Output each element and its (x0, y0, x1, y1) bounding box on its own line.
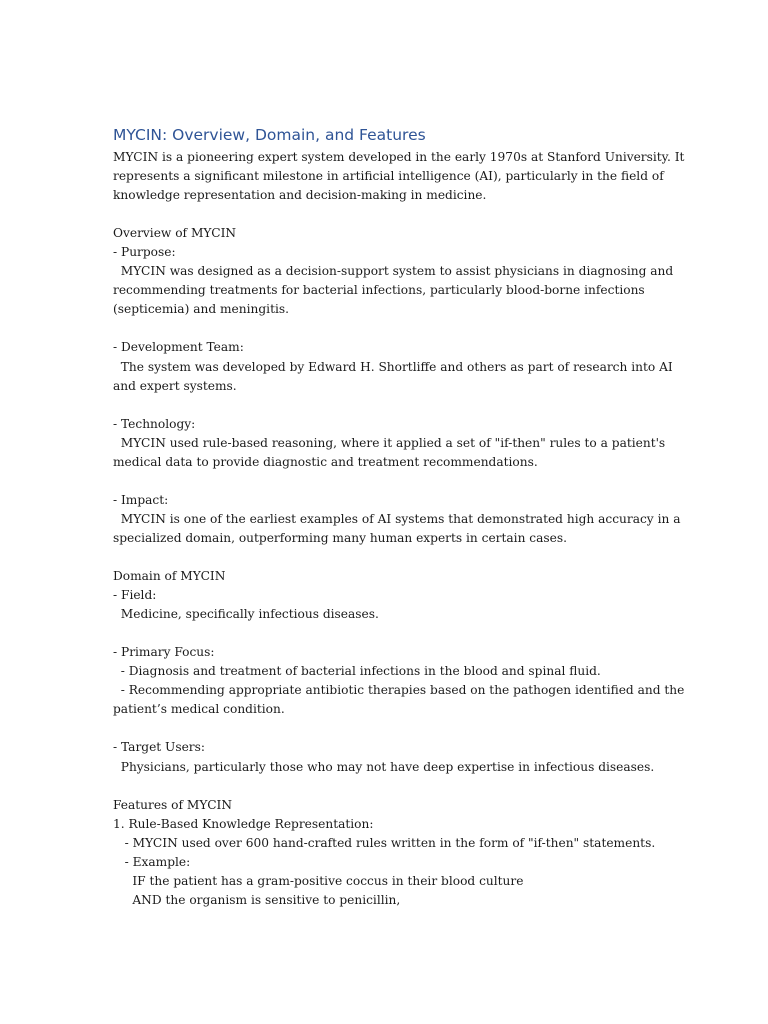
text-line: (septicemia) and meningitis. (113, 302, 289, 317)
text-line: patient’s medical condition. (113, 702, 285, 717)
blank-line (113, 777, 673, 796)
text-line: MYCIN was designed as a decision-support system to assist physicians in diagnosing and (113, 264, 674, 279)
document-body (113, 148, 685, 910)
text-line: Features of MYCIN (113, 797, 233, 812)
text-line: specialized domain, outperforming many human experts in certain cases. (113, 530, 567, 545)
blank-line (113, 396, 673, 415)
text-line: 1. Rule-Based Knowledge Representation: (113, 816, 374, 831)
text-line: - Technology: (113, 416, 196, 431)
blank-line (113, 319, 673, 338)
blank-line (113, 548, 673, 567)
text-line: - Target Users: (113, 740, 205, 755)
text-line: - Purpose: (113, 245, 176, 260)
text-line: represents a significant milestone in artificial intelligence (AI), particularly in the field of (113, 169, 664, 184)
text-line: MYCIN is a pioneering expert system developed in the early 1970s at Stanford University. It (113, 150, 685, 164)
text-line: Physicians, particularly those who may not have deep expertise in infectious diseases. (113, 759, 655, 774)
text-line: - MYCIN used over 600 hand-crafted rules written in the form of "if-then" statements. (113, 835, 656, 850)
text-line: - Diagnosis and treatment of bacterial infections in the blood and spinal fluid. (113, 664, 601, 679)
text-line: knowledge representation and decision-making in medicine. (113, 188, 487, 203)
text-line: AND the organism is sensitive to penicillin, (113, 892, 401, 907)
text-line: recommending treatments for bacterial infections, particularly blood-borne infections (113, 283, 645, 298)
text-line: - Primary Focus: (113, 645, 215, 660)
text-line: - Field: (113, 588, 157, 603)
text-line: MYCIN used rule-based reasoning, where it applied a set of "if-then" rules to a patient's (113, 435, 666, 450)
text-line: - Example: (113, 854, 191, 869)
blank-line (113, 472, 673, 491)
text-line: and expert systems. (113, 378, 237, 393)
text-line: Overview of MYCIN (113, 226, 237, 241)
blank-line (113, 205, 673, 224)
text-line: MYCIN is one of the earliest examples of AI systems that demonstrated high accuracy in a (113, 511, 681, 526)
text-line: medical data to provide diagnostic and treatment recommendations. (113, 454, 538, 469)
text-line: Medicine, specifically infectious diseases. (113, 607, 379, 622)
text-line: - Impact: (113, 492, 169, 507)
text-line: The system was developed by Edward H. Shortliffe and others as part of research into AI (113, 359, 673, 374)
blank-line (113, 624, 673, 643)
blank-line (113, 719, 673, 738)
text-line: - Development Team: (113, 340, 244, 355)
document-title: MYCIN: Overview, Domain, and Features (113, 126, 426, 144)
text-line: IF the patient has a gram-positive coccus in their blood culture (113, 873, 524, 888)
text-line: Domain of MYCIN (113, 569, 226, 584)
text-line: - Recommending appropriate antibiotic therapies based on the pathogen identified and the (113, 683, 685, 698)
